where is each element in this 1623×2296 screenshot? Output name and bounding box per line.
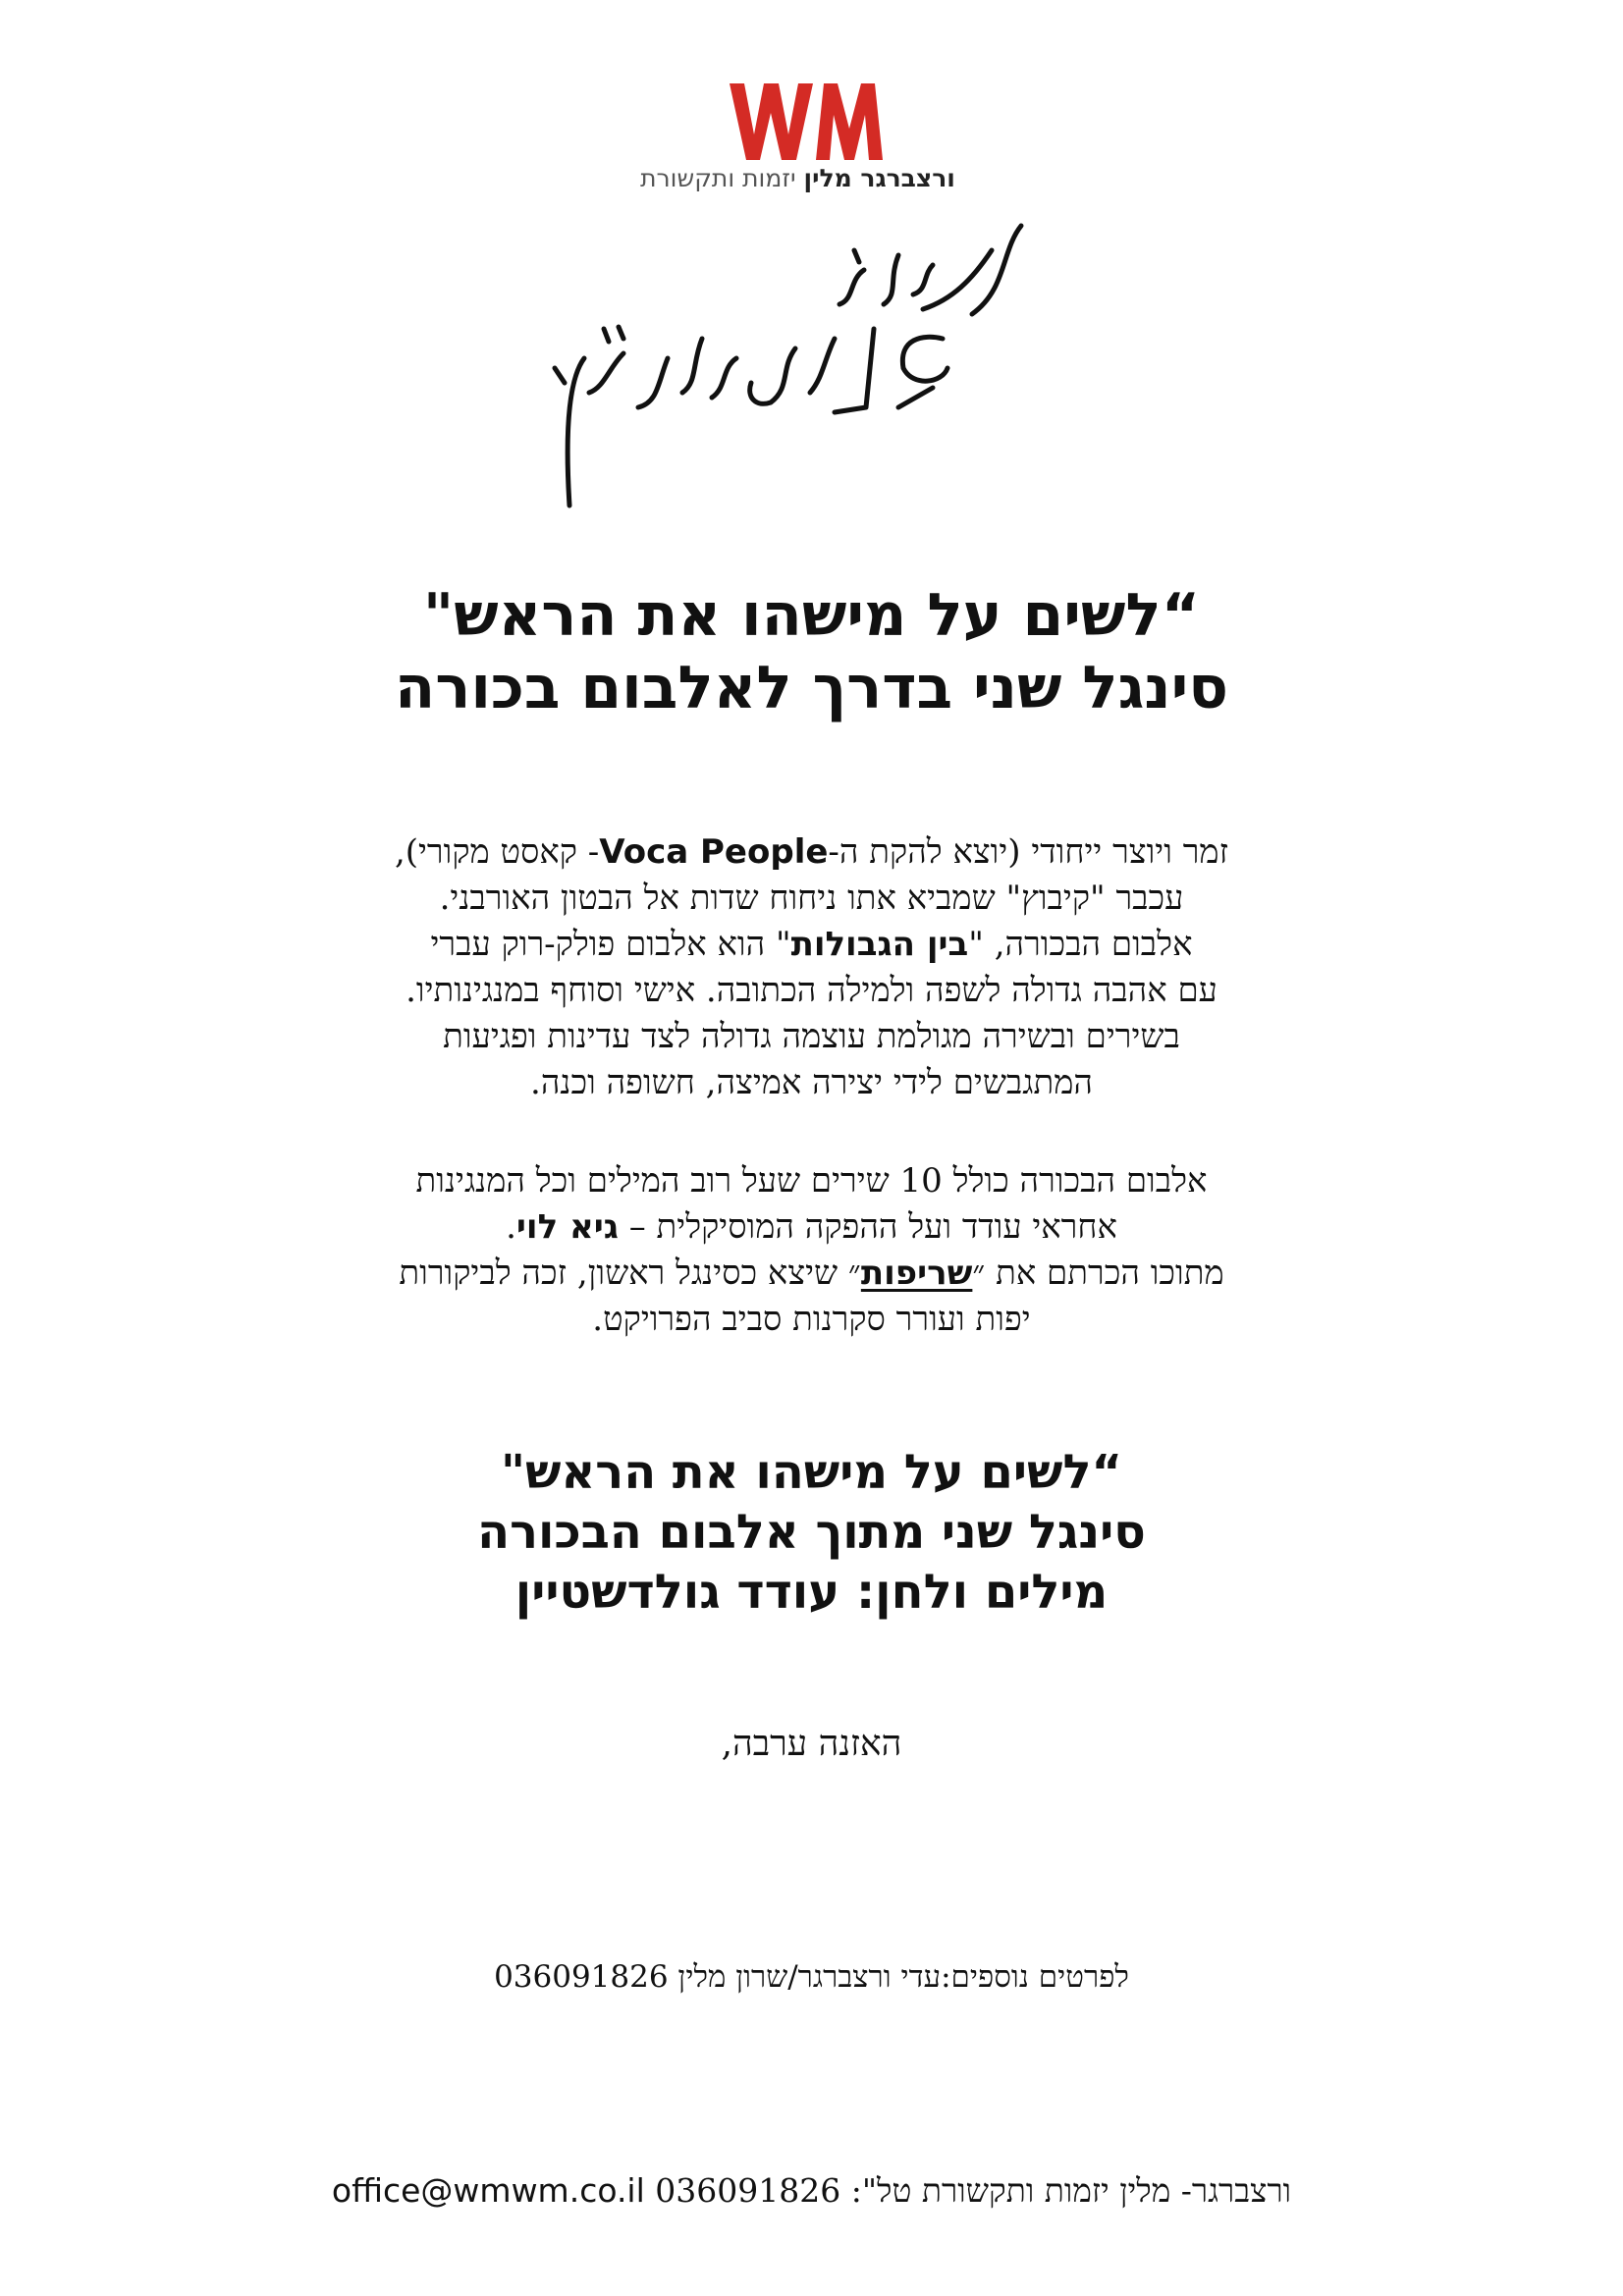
logo-letter-m <box>816 83 883 160</box>
intro-line-3 <box>0 922 1623 968</box>
intro-line-5: בשירים ובשירה מגולמת עוצמה גדולה לצד עדינות ופגיעות <box>443 1017 1180 1056</box>
intro-paragraph <box>0 829 1623 1106</box>
album-paragraph <box>0 1158 1623 1343</box>
main-title-line-1: “לשים על מישהו את הראש" <box>422 581 1201 650</box>
logo-tagline-rest: יזמות ותקשורת <box>640 164 804 192</box>
album-line-2 <box>0 1204 1623 1251</box>
single-heading <box>0 1443 1623 1623</box>
album-line-3-b: ״ שיצא כסינגל ראשון, זכה לביקורות <box>399 1254 861 1293</box>
main-title <box>0 579 1623 724</box>
album-line-3-a: מתוכו הכרתם את ״ <box>972 1254 1224 1293</box>
single-line-3: מילים ולחן: עודד גולדשטיין <box>514 1565 1109 1620</box>
logo-letter-w <box>730 83 813 160</box>
album-line-1: אלבום הבכורה כולל 10 שירים שעל רוב המילים וכל המנגינות <box>415 1161 1208 1201</box>
band-name: Voca People <box>599 832 829 872</box>
album-line-3 <box>0 1251 1623 1297</box>
wm-logo-mark <box>730 83 887 162</box>
logo-tagline <box>628 164 967 192</box>
intro-line-2: עכבר "קיבוץ" שמביא אתו ניחוח שדות אל הבטון האורבני. <box>439 879 1184 918</box>
footer-contact <box>0 2171 1623 2211</box>
single-line-1: “לשים על מישהו את הראש" <box>500 1445 1123 1500</box>
album-name: בין הגבולות <box>790 925 969 964</box>
single-line-2: סינגל שני מתוך אלבום הבכורה <box>477 1505 1146 1560</box>
main-title-line-2: סינגל שני בדרך לאלבום בכורה <box>394 654 1229 722</box>
footer-company-phone: ורצברגר- מלין יזמות ותקשורת טל": 036091826 <box>655 2171 1292 2210</box>
album-line-2-a: אחראי עודד ועל ההפקה המוסיקלית – <box>618 1207 1117 1247</box>
handwritten-signature-artist-name <box>511 211 1080 525</box>
first-single-name: שריפות <box>860 1254 973 1293</box>
producer-name: גיא לוי <box>515 1207 619 1247</box>
intro-line-3-b: " הוא אלבום פולק-רוק עברי <box>430 925 791 964</box>
album-line-4: יפות ועורר סקרנות סביב הפרויקט. <box>592 1300 1031 1339</box>
intro-line-1 <box>0 829 1623 876</box>
album-line-2-b: . <box>506 1207 516 1247</box>
intro-line-6: המתגבשים לידי יצירה אמיצה, חשופה וכנה. <box>530 1063 1093 1102</box>
intro-line-1-a: זמר ויוצר ייחודי (יוצא להקת ה- <box>828 832 1229 872</box>
company-logo <box>628 83 1001 191</box>
logo-tagline-bold: ורצברגר מלין <box>803 164 955 192</box>
footer-email-link[interactable]: office@wmwm.co.il <box>331 2171 645 2210</box>
listen-text: האזנה ערבה, <box>721 1724 902 1764</box>
intro-line-4: עם אהבה גדולה לשפה ולמילה הכתובה. אישי וסוחף במנגינותיו. <box>406 971 1217 1010</box>
intro-line-3-a: אלבום הבכורה, " <box>968 925 1193 964</box>
contact-details: לפרטים נוספים:עדי ורצברגר/שרון מלין 036091826 <box>494 1959 1129 1995</box>
intro-line-1-b: - קאסט מקורי), <box>394 832 600 872</box>
